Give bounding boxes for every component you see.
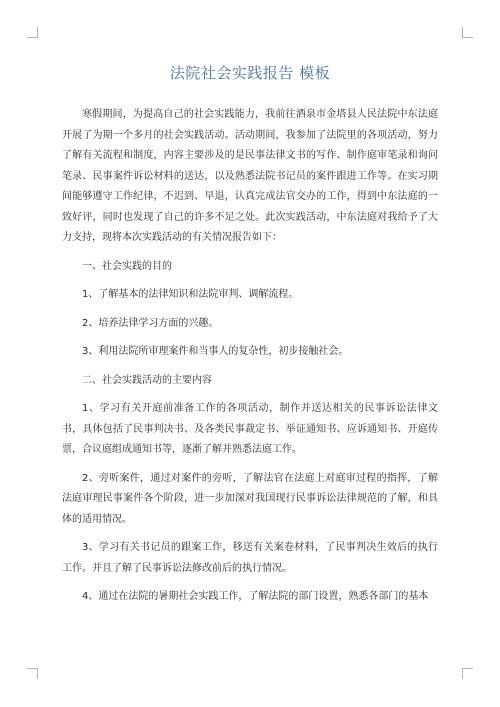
section-heading-content: 二、社会实践活动的主要内容 [82, 374, 212, 386]
purpose-item-3: 3、利用法院所审理案件和当事人的复杂性，初步接触社会。 [82, 346, 349, 357]
content-item-3: 3、学习有关书记员的跟案工作，移送有关案卷材料，了民事判决生效后的执行工作。并且了解了民事诉讼法修改前后的执行情况。 [62, 542, 438, 574]
corner-mark-top-left [27, 27, 38, 38]
content-item-1: 1、学习有关开庭前准备工作的各项活动，制作并送达相关的民事诉讼法律文书，具体包括了民事判决书、及各类民事裁定书、举证通知书、应诉通知书、开庭传票，合议庭组成通知书等，逐渐了解并熟悉法庭工作。 [62, 403, 438, 455]
content-item-2: 2、旁听案件，通过对案件的旁听，了解法官在法庭上对庭审过程的指挥，了解法庭审理民事案件各个阶段，进一步加深对我国现行民事诉讼法律规范的了解，和具体的适用情况。 [62, 472, 438, 525]
purpose-item-1: 1、了解基本的法律知识和法院审判、调解流程。 [82, 289, 299, 300]
corner-mark-bottom-left [27, 668, 38, 679]
section-heading-purpose: 一、社会实践的目的 [82, 260, 172, 272]
corner-mark-bottom-right [462, 668, 473, 679]
purpose-item-2: 2、培养法律学习方面的兴趣。 [82, 317, 219, 329]
content-item-4: 4、通过在法院的暑期社会实践工作，了解法院的部门设置，熟悉各部门的基本 [82, 591, 429, 602]
document-body [62, 105, 438, 616]
page-title: 法院社会实践报告 模板 [169, 64, 331, 82]
corner-mark-top-right [462, 27, 473, 38]
intro-paragraph: 寒假期间，为提高自己的社会实践能力，我前往酒泉市金塔县人民法院中东法庭开展了为期一个多月的社会实践活动。活动期间，我参加了法院里的各项活动，努力了解有关流程和制度，内容主要涉及的是民事法律文书的写作、制作庭审笔录和询问笔录、民事案件诉讼材料的送达，以及熟悉法院书记员的案件跟进工作等。在实习期间能够遵守工作纪律，不迟到、早退，认真完成法官交办的工作，得到中东法庭的一致好评，同时也发现了自己的许多不足之处。此次实践活动，中东法庭对我给予了大力支持，现将本次实践活动的有关情况报告如下： [62, 109, 438, 243]
